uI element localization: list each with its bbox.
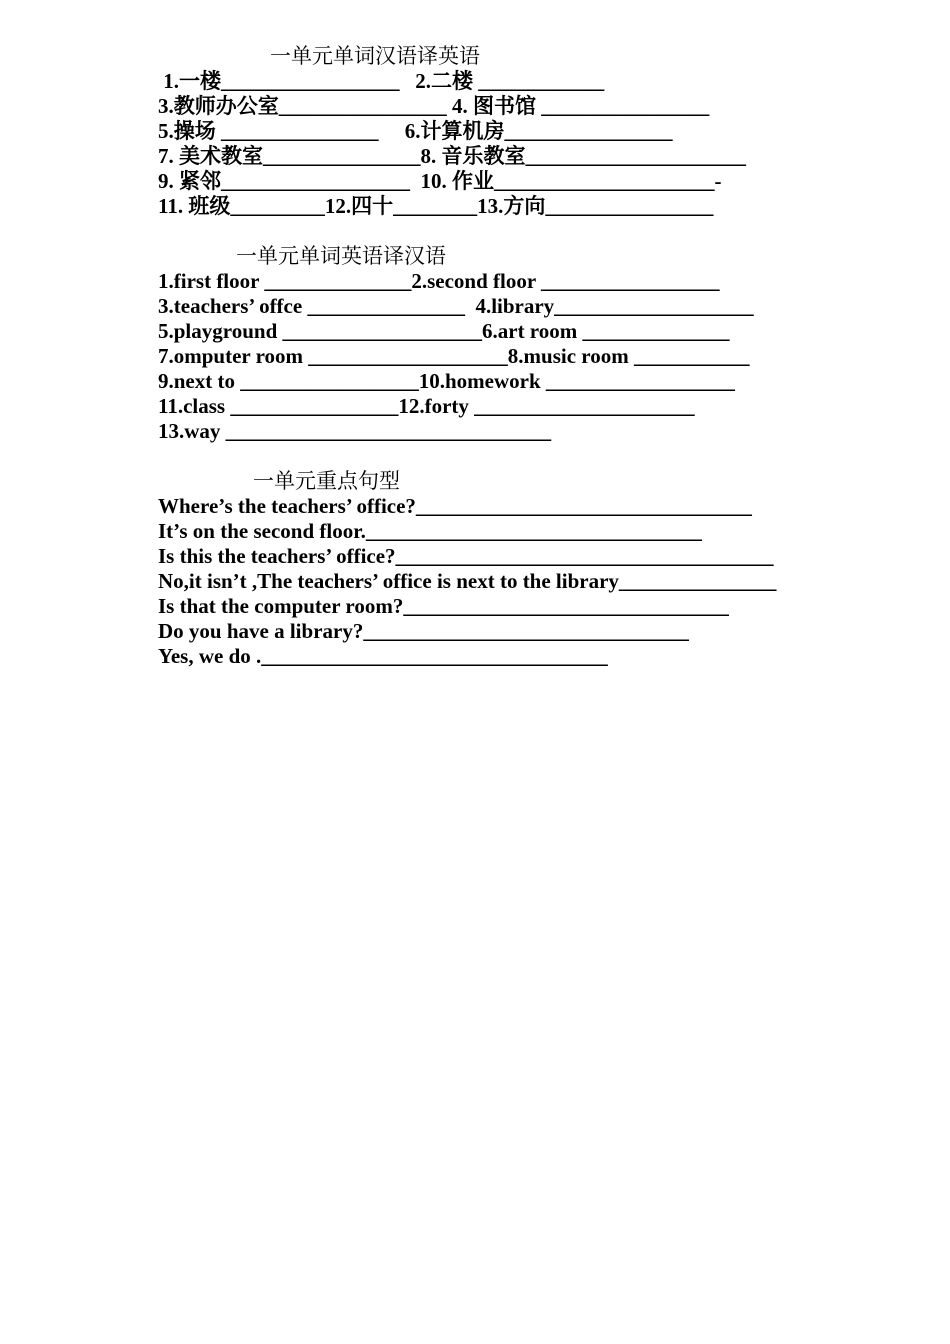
section2-line-3: 5.playground ___________________6.art room ______________ <box>158 319 730 343</box>
section1-line-2: 3.教师办公室________________ 4. 图书馆 ________________ <box>158 94 710 118</box>
section3-line-7: Yes, we do ._________________________________ <box>158 644 608 668</box>
section3-line-6: Do you have a library?_______________________________ <box>158 619 689 643</box>
section1-line-4: 7. 美术教室_______________8. 音乐教室_____________________ <box>158 144 746 168</box>
section2-heading: 一单元单词英语译汉语 <box>236 244 446 268</box>
section2-line-4: 7.omputer room ___________________8.music room ___________ <box>158 344 750 368</box>
section1-line-5: 9. 紧邻__________________ 10. 作业_____________________- <box>158 169 722 193</box>
section2-line-6: 11.class ________________12.forty _____________________ <box>158 394 695 418</box>
section1-heading: 一单元单词汉语译英语 <box>270 44 480 68</box>
section3-heading: 一单元重点句型 <box>253 469 400 493</box>
section3-line-3: Is this the teachers’ office?____________________________________ <box>158 544 774 568</box>
section3-line-4: No,it isn’t ,The teachers’ office is next to the library_______________ <box>158 569 777 593</box>
section3-line-5: Is that the computer room?_______________________________ <box>158 594 729 618</box>
section1-line-1: 1.一楼_________________ 2.二楼 ____________ <box>158 69 605 93</box>
section2-line-1: 1.first floor ______________2.second floor _________________ <box>158 269 720 293</box>
section-gap <box>158 219 838 244</box>
section-gap <box>158 444 838 469</box>
section3-line-2: It’s on the second floor.________________________________ <box>158 519 702 543</box>
section1-line-6: 11. 班级_________12.四十________13.方向________________ <box>158 194 714 218</box>
worksheet <box>158 44 838 669</box>
section2-line-7: 13.way _______________________________ <box>158 419 552 443</box>
section2-line-2: 3.teachers’ offce _______________ 4.library___________________ <box>158 294 754 318</box>
section1-line-3: 5.操场 _______________ 6.计算机房________________ <box>158 119 673 143</box>
section3-line-1: Where’s the teachers’ office?________________________________ <box>158 494 752 518</box>
section2-line-5: 9.next to _________________10.homework __________________ <box>158 369 735 393</box>
